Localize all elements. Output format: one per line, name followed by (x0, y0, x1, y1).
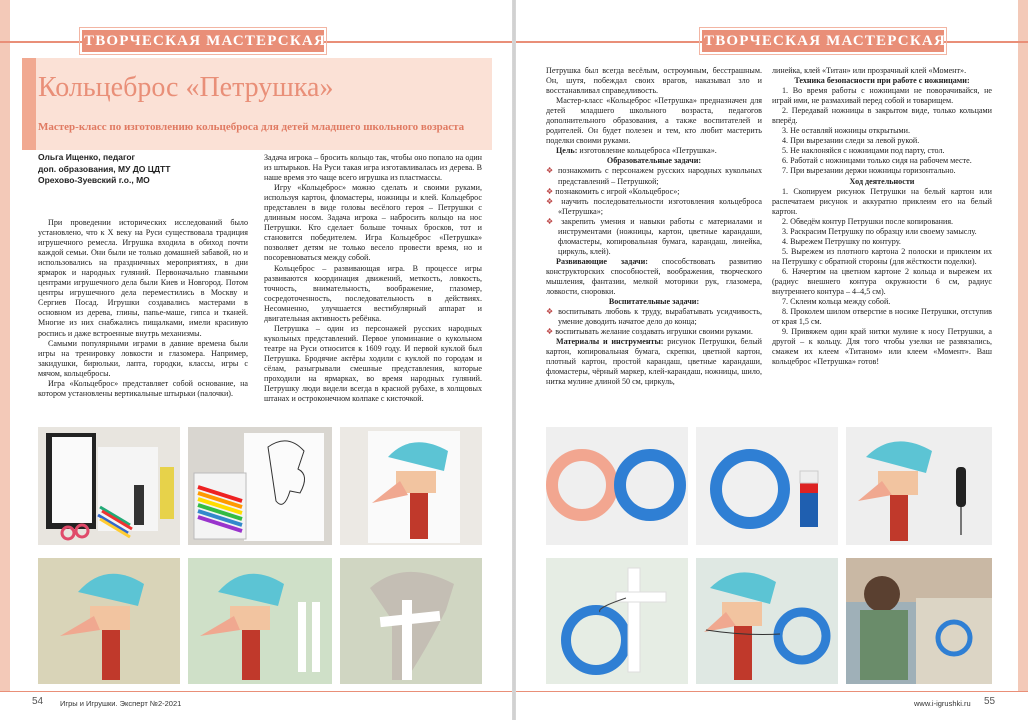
dev-text: способствовать развитию конструкторских способностей, воображения, творческого мышления, фантазии, мелкой моторики рук, глазомера, ловкости, сноровки. (546, 256, 762, 297)
list-item: ❖ научить последовательности изготовления кольцеброса «Петрушка»; (546, 197, 762, 217)
text-column-3 (546, 66, 762, 421)
paragraph: Игра «Кольцеброс» представляет собой основание, на котором установлены вертикальные штырьки (палочки). (38, 378, 248, 398)
list-item: 7. Склеим кольца между собой. (782, 297, 891, 307)
dev-paragraph (546, 257, 762, 297)
left-side-band (0, 0, 10, 692)
child-playing-photo (846, 558, 992, 684)
list-item: 3. Раскрасим Петрушку по образцу или своему замыслу. (782, 226, 977, 236)
edu-label (546, 156, 762, 166)
steps-title (772, 177, 992, 187)
materials-text: рисунок Петрушки, белый картон, копировальная бумага, скрепки, цветной картон, плотный картон, простой карандаш, цветные карандаши, фломастеры, чёрный маркер, клей-карандаш, ножницы, шило, нитка мулине длиной 50 см, циркуль, (546, 337, 762, 387)
author-location: Орехово-Зуевский г.о., МО (38, 175, 150, 185)
vos-label-text: Воспитательные задачи: (608, 297, 700, 307)
materials-photo (38, 427, 180, 545)
title-strip (22, 58, 36, 150)
right-side-band (1018, 0, 1028, 692)
goal-label: Цель: (556, 146, 578, 156)
page-number: 54 (32, 696, 44, 707)
pink-blue-rings-photo (546, 427, 688, 545)
dev-label: Развивающие задачи: (556, 256, 648, 266)
colored-pencils-drawing-photo (188, 427, 332, 545)
safety-title (772, 76, 992, 86)
list-item: 4. При вырезании следи за левой рукой. (782, 136, 920, 146)
text-column-1 (38, 218, 248, 420)
footer-right (516, 692, 1028, 720)
petrushka-awl-photo (846, 427, 992, 545)
list-item: 2. Обведём контур Петрушки после копирования. (782, 216, 954, 226)
materials-label: Материалы и инструменты: (556, 337, 664, 347)
author-info (38, 152, 248, 187)
section-banner: ТВОРЧЕСКАЯ МАСТЕРСКАЯ (702, 30, 944, 52)
author-position: доп. образования, МУ ДО ЦДТТ (38, 163, 171, 174)
paragraph: Задача игрока – бросить кольцо так, чтобы оно попало на один из штырьков. На Руси такая игра изготавливалась из дерева. В наше время это чаще всего игрушка из пластмассы. (264, 153, 482, 183)
author-name: Ольга Ищенко, педагог (38, 152, 136, 162)
header-rule (516, 41, 702, 43)
list-item: 2. Передавай ножницы в закрытом виде, только кольцами вперёд. (772, 106, 992, 126)
steps-title-text: Ход деятельности (849, 176, 915, 186)
paragraph: При проведении исторических исследований было установлено, что к X веку на Руси существовала традиция игрушечного ремесла. Игрушка входила в обиход почти каждой семьи. Они были не только домашней забавой, но и использовались на праздничных мероприятиях, в дни ярмарок и народных гуляний. Первоначально главными центрами игрушечного дела были Киев и Новгород. Потом центры игрушечного дела переместились в Москву и Сергиев Посад. Игрушки создавались мастерами в основном из дерева, глины, папье-маше, гипса и тканей. Многие из них снабжались пищалками, имели красивую роспись и даже встроенные внутрь механизмы. (38, 218, 248, 338)
list-item: ❖ познакомить с игрой «Кольцеброс»; (546, 187, 762, 197)
article-subtitle: Мастер-класс по изготовлению кольцеброса для детей младшего школьного возраста (38, 121, 465, 133)
list-item: ❖ закрепить умения и навыки работы с материалами и инструментами (ножницы, картон, цветные карандаши, фломастеры, копировальная бумага, карандаш, линейка, циркуль, клей). (546, 217, 762, 257)
text-column-4 (772, 66, 992, 421)
header-rule (944, 41, 1028, 43)
list-item: 8. Проколем шилом отверстие в носике Петрушки, отступив от края 1,5 см. (772, 307, 992, 327)
petrushka-with-strips-photo (188, 558, 332, 684)
vos-label (546, 297, 762, 307)
list-item: 6. Начертим на цветном картоне 2 кольца и вырежем их (радиус внешнего контура окружности 6 см, радиус внутреннего контура – 4–4,5 см). (772, 266, 992, 297)
paragraph: линейка, клей «Титан» или прозрачный клей «Момент». (772, 66, 967, 75)
list-item: 4. Вырежем Петрушку по контуру. (782, 236, 901, 246)
materials-paragraph (546, 337, 762, 387)
list-item: 9. Привяжем один край нитки мулине к носу Петрушки, а другой – к кольцу. Для того чтобы узелки не развязались, смажем их клеем «Титаном» или клеем «Момент». Ваш кольцеброс «Петрушка» готов! (772, 327, 992, 367)
text-column-2 (264, 153, 482, 420)
right-page (516, 0, 1028, 720)
magazine-name: Игры и Игрушки. Эксперт №2-2021 (60, 699, 182, 708)
section-banner: ТВОРЧЕСКАЯ МАСТЕРСКАЯ (82, 30, 324, 52)
list-item: ❖ воспитывать любовь к труду, вырабатывать усидчивость, умение доводить начатое дело до конца; (546, 307, 762, 327)
footer-left (0, 692, 512, 720)
goal-paragraph (546, 146, 762, 156)
goal-text: изготовление кольцеброса «Петрушка». (577, 146, 717, 156)
header-rule (0, 41, 82, 43)
list-item: 6. Работай с ножницами только сидя на рабочем месте. (782, 156, 972, 166)
colored-petrushka-photo (340, 427, 482, 545)
paragraph: Самыми популярными играми в давние времена были игры на тренировку ловкости и глазомера. Например, закидушки, бирюльки, лапта, городки, классы, игры с мячом, кольцебросы. (38, 338, 248, 378)
list-item: 7. При вырезании держи ножницы горизонтально. (782, 166, 956, 176)
article-title: Кольцеброс «Петрушка» (38, 72, 334, 103)
list-item: 1. Во время работы с ножницами не поворачивайся, не играй ими, не размахивай перед собой и товарищем. (772, 86, 992, 106)
edu-label-text: Образовательные задачи: (606, 156, 702, 166)
blue-ring-glue-photo (696, 427, 838, 545)
paragraph: Мастер-класс «Кольцеброс «Петрушка» предназначен для детей младшего школьного возраста, педагогов дополнительного образования, а также воспитателей и родителей. Он будет полезен и тем, кто любит мастерить поделки своими руками. (546, 96, 762, 146)
paragraph: Игру «Кольцеброс» можно сделать и своими руками, используя картон, фломастеры, ножницы и клей. Кольцеброс представлен в виде головы весёлого героя – Петрушки с длинным носом. Задача игрока – набросить кольцо на нос Петрушки. Кто сделает больше точных бросков, тот и становится победителем. Игра Кольцеброс «Петрушка» позволяет детям не только весело провести время, но и посоревноваться между собой. (264, 183, 482, 263)
list-item: ❖ познакомить с персонажем русских народных кукольных представлений – Петрушкой; (546, 166, 762, 186)
list-item: ❖ воспитывать желание создавать игрушки своими руками. (546, 327, 762, 337)
page-number: 55 (984, 696, 996, 707)
safety-title-text: Техника безопасности при работе с ножницами: (794, 76, 970, 86)
list-item: 5. Не наклоняйся с ножницами под парту, стол. (782, 146, 945, 156)
paragraph: Петрушка – один из персонажей русских народных кукольных представлений. Первое упоминание о кукольном театре на Руси относится к 1609 году. И первой куклой был Петрушка. Бродячие актёры ходили с куклой по городам и сёлам, разыгрывали смешные представления, которые проходили на ярмарках, во время народных гуляний. Петрушку люди видели всегда в красной рубахе, в холщовых штанах и остроконечном колпаке с кисточкой. (264, 323, 482, 404)
list-item: 5. Вырежем из плотного картона 2 полоски и приклеим их на Петрушку с обратной стороны (для жёсткости поделки). (772, 246, 992, 266)
paragraph: Петрушка был всегда весёлым, остроумным, бесстрашным. Он, шутя, побеждал своих врагов, наказывал зло и восстанавливал справедливость. (546, 66, 762, 96)
left-page (0, 0, 512, 720)
list-item: 1. Скопируем рисунок Петрушки на белый картон или распечатаем рисунок и аккуратно приклеим его на белый картон. (772, 186, 992, 216)
petrushka-back-with-strips-photo (340, 558, 482, 684)
website: www.i-igrushki.ru (914, 699, 971, 708)
cut-petrushka-photo (38, 558, 180, 684)
paragraph: Кольцеброс – развивающая игра. В процессе игры развиваются координация движений, меткость, ловкость, точность, внимательность, воображение, глазомер, сосредоточенность, последовательность в действиях. Несомненно, улучшается вестибулярный аппарат и двигательная активность ребёнка. (264, 263, 482, 323)
list-item: 3. Не оставляй ножницы открытыми. (782, 126, 911, 136)
petrushka-with-ring-photo (696, 558, 838, 684)
header-rule (324, 41, 512, 43)
rings-with-string-photo (546, 558, 688, 684)
